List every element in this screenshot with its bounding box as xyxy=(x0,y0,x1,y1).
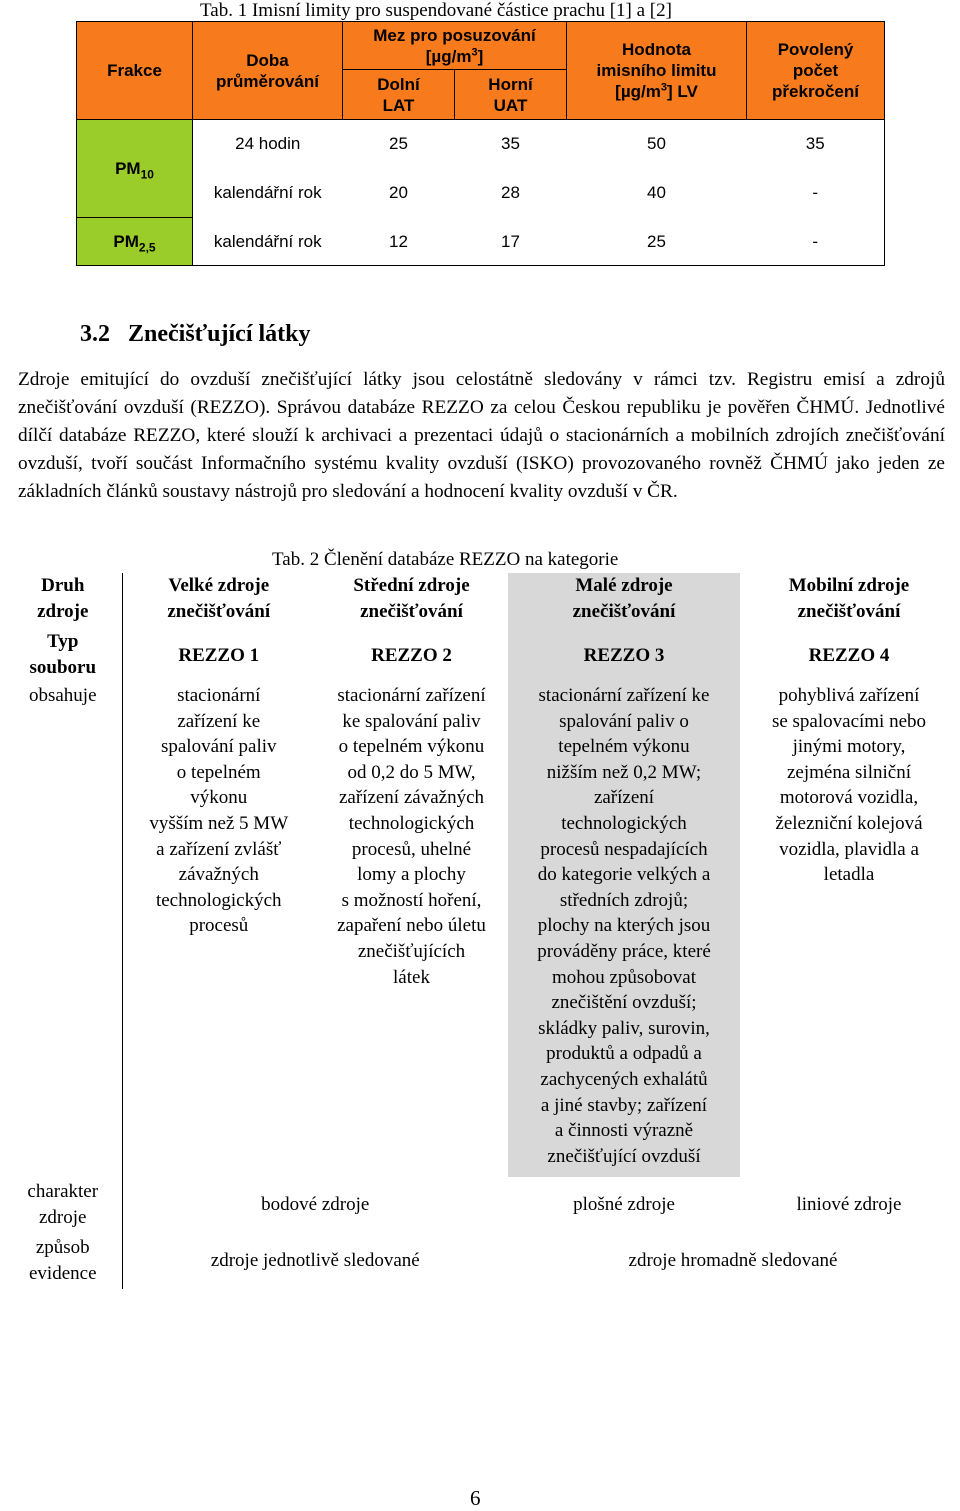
rezzo-label: REZZO 2 xyxy=(371,645,452,667)
cell-doba: kalendářní rok xyxy=(193,218,343,266)
cell-doba: kalendářní rok xyxy=(213,183,322,202)
rezzo-label: REZZO 3 xyxy=(508,629,740,683)
charakter-bodove: bodové zdroje xyxy=(261,1194,370,1216)
category-content: pohyblivá zařízení se spalovacími nebo jinými motory, zejména silniční motorová vozidla, železniční kolejová vozidla, plavidla a letadla xyxy=(771,685,927,886)
category-content: stacionární zařízení ke spalování paliv o tepelném výkonu vyšším než 5 MW a zařízení zvlášť závažných technologických procesů xyxy=(149,685,289,937)
category-title: Malé zdroje znečišťování xyxy=(508,573,740,629)
label-typ: Typ souboru xyxy=(4,629,122,683)
header-mez: Mez pro posuzování $[\mu g/m^3]$ xyxy=(343,22,567,70)
cell-lv: 25 xyxy=(567,218,747,266)
table2-rezzo xyxy=(4,573,958,1289)
header-doba: Doba průměrování xyxy=(193,22,343,120)
table-row xyxy=(77,218,885,266)
section-number: 3.2 xyxy=(80,321,110,347)
cell-lv: 50 xyxy=(567,120,747,168)
category-title: Mobilní zdroje znečišťování xyxy=(788,575,910,622)
rezzo-label: REZZO 4 xyxy=(808,645,890,667)
cell-uat: 17 xyxy=(455,218,567,266)
header-povoleny: Povolený počet překročení xyxy=(747,22,885,120)
cell-uat: 28 xyxy=(501,183,520,202)
charakter-liniove: liniové zdroje xyxy=(796,1194,902,1216)
cell-pocet: - xyxy=(747,168,885,218)
cell-uat: 35 xyxy=(455,120,567,168)
category-title: Střední zdroje znečišťování xyxy=(353,575,470,622)
header-frakce: Frakce xyxy=(77,22,193,120)
table-row xyxy=(77,168,885,218)
category-title: Velké zdroje znečišťování xyxy=(167,575,271,622)
cell-pocet: - xyxy=(747,218,885,266)
page-number: 6 xyxy=(470,1486,481,1510)
section-paragraph: Zdroje emitující do ovzduší znečišťující látky jsou celostátně sledovány v rámci tzv. Registru emisí a zdrojů znečišťování ovzduší (REZZO). Správou databáze REZZO za celou Českou republiku je pověřen ČHMÚ. Jednotlivé dílčí databáze REZZO, které slouží k archivaci a prezentaci údajů o stacionárních a mobilních zdrojích znečišťování ovzduší, tvoří součást Informačního systému kvality ovzduší (ISKO) provozovaného rovněž ČHMÚ jako jeden ze základních článků soustavy nástrojů pro sledování a hodnocení kvality ovzduší v ČR. xyxy=(18,369,945,502)
cell-doba: 24 hodin xyxy=(193,120,343,168)
label-charakter: charakter zdroje xyxy=(4,1177,122,1233)
table1-caption: Tab. 1 Imisní limity pro suspendované částice prachu [1] a [2] xyxy=(200,0,672,21)
rezzo-label: REZZO 1 xyxy=(178,645,260,667)
cell-lat: 12 xyxy=(343,218,455,266)
header-dolni: Dolní LAT xyxy=(343,70,455,120)
section-heading xyxy=(80,321,311,348)
cell-lat: 25 xyxy=(343,120,455,168)
fraction-pm25: $PM_{2,5}$ xyxy=(77,218,193,266)
cell-lat: 20 xyxy=(389,183,408,202)
header-hodnota: Hodnota imisního limitu $[\mu g/m^3]$ LV xyxy=(567,22,747,120)
evidence-hromadne: zdroje hromadně sledované xyxy=(628,1250,838,1272)
table1-limits xyxy=(76,21,885,266)
label-zpusob: způsob evidence xyxy=(4,1233,122,1289)
table2-caption: Tab. 2 Členění databáze REZZO na kategorie xyxy=(272,549,619,570)
section-title: Znečišťující látky xyxy=(128,321,311,347)
category-content: stacionární zařízení ke spalování paliv o tepelném výkonu od 0,2 do 5 MW, zařízení závažných technologických procesů, uhelné lomy a plochy s možností hoření, zapaření nebo úletu znečišťujících látek xyxy=(337,685,486,988)
category-content: stacionární zařízení ke spalování paliv o tepelném výkonu nižším než 0,2 MW; zařízení technologických procesů nespadajících do kategorie velkých a středních zdrojů; plochy na kterých jsou prováděny práce, které mohou způsobovat znečištění ovzduší; skládky paliv, surovin, produktů a odpadů a zachycených exhalátů a jiné stavby; zařízení a činnosti výrazně znečišťující ovzduší xyxy=(508,683,740,1177)
fraction-pm10: $PM_{10}$ xyxy=(77,120,193,218)
header-horni: Horní UAT xyxy=(455,70,567,120)
evidence-jednotlive: zdroje jednotlivě sledované xyxy=(210,1250,420,1272)
cell-lv: 40 xyxy=(647,183,666,202)
charakter-plosne: plošné zdroje xyxy=(573,1194,675,1216)
label-druh: Druh zdroje xyxy=(4,573,122,629)
label-obsahuje: obsahuje xyxy=(4,683,122,1177)
cell-pocet: 35 xyxy=(747,120,885,168)
table-row xyxy=(77,120,885,168)
